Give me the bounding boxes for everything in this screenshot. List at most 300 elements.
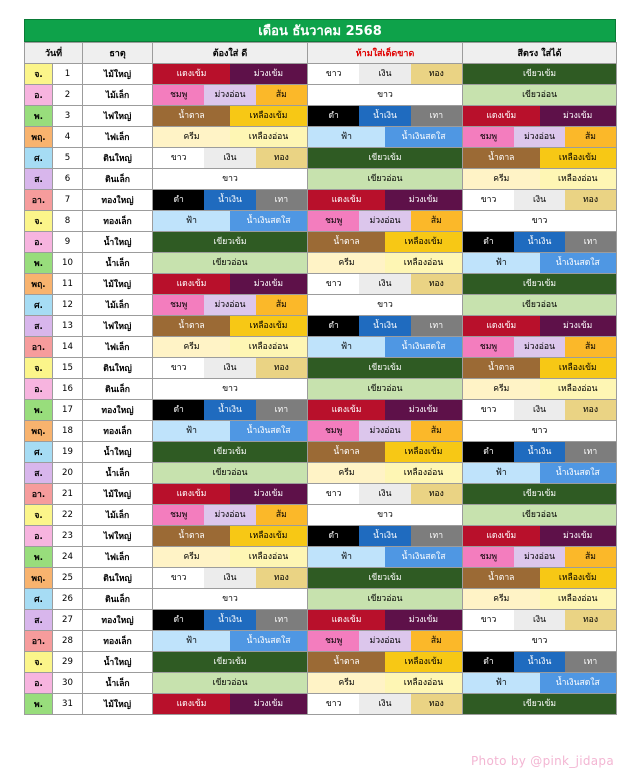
table-row xyxy=(25,253,617,274)
color-swatch: ขาว xyxy=(153,568,204,588)
date-cell: 2 xyxy=(53,85,83,106)
color-swatch: เทา xyxy=(256,400,307,420)
forbidden-colors-cell xyxy=(308,610,463,631)
ok-colors-cell xyxy=(463,400,617,421)
must-colors-cell xyxy=(153,127,308,148)
color-swatch: เทา xyxy=(256,610,307,630)
day-cell: ศ. xyxy=(25,442,53,463)
color-swatch: ม่วงอ่อน xyxy=(514,127,565,147)
color-swatch: ครีม xyxy=(463,379,540,399)
ok-colors-cell xyxy=(463,610,617,631)
color-swatch: ฟ้า xyxy=(153,211,230,231)
color-swatch: เขียวเข้ม xyxy=(153,442,307,462)
ok-colors-cell xyxy=(463,589,617,610)
color-swatch: ดำ xyxy=(463,652,514,672)
forbidden-colors-cell xyxy=(308,526,463,547)
must-colors-cell xyxy=(153,421,308,442)
color-swatch: เขียวเข้ม xyxy=(153,232,307,252)
table-row xyxy=(25,127,617,148)
color-swatch: ม่วงเข้ม xyxy=(230,64,307,84)
color-swatch: น้ำเงินสดใส xyxy=(230,631,307,651)
color-swatch: แดงเข้ม xyxy=(153,274,230,294)
day-cell: อ. xyxy=(25,526,53,547)
must-colors-cell xyxy=(153,337,308,358)
color-swatch: เหลืองอ่อน xyxy=(385,673,462,693)
day-cell: อา. xyxy=(25,484,53,505)
color-swatch: ขาว xyxy=(308,85,462,105)
day-cell: พฤ. xyxy=(25,274,53,295)
table-row xyxy=(25,442,617,463)
date-cell: 17 xyxy=(53,400,83,421)
day-cell: อ. xyxy=(25,232,53,253)
must-colors-cell xyxy=(153,400,308,421)
color-swatch: น้ำเงิน xyxy=(514,442,565,462)
table-row xyxy=(25,64,617,85)
date-cell: 23 xyxy=(53,526,83,547)
date-cell: 9 xyxy=(53,232,83,253)
day-cell: พ. xyxy=(25,547,53,568)
color-swatch: ขาว xyxy=(308,505,462,525)
color-swatch: ม่วงเข้ม xyxy=(385,190,462,210)
color-swatch: ครีม xyxy=(153,337,230,357)
color-swatch: ทอง xyxy=(256,358,307,378)
color-swatch: เหลืองอ่อน xyxy=(385,463,462,483)
color-swatch: เหลืองเข้ม xyxy=(230,526,307,546)
ok-colors-cell xyxy=(463,358,617,379)
color-swatch: เขียวเข้ม xyxy=(463,274,616,294)
color-swatch: ชมพู xyxy=(308,211,359,231)
forbidden-colors-cell xyxy=(308,274,463,295)
date-cell: 29 xyxy=(53,652,83,673)
color-swatch: น้ำตาล xyxy=(153,526,230,546)
color-swatch: น้ำเงิน xyxy=(514,232,565,252)
table-row xyxy=(25,148,617,169)
color-swatch: แดงเข้ม xyxy=(463,526,540,546)
table-row xyxy=(25,232,617,253)
color-swatch: ครีม xyxy=(308,463,385,483)
must-colors-cell xyxy=(153,211,308,232)
ok-colors-cell xyxy=(463,253,617,274)
ok-colors-cell xyxy=(463,652,617,673)
color-swatch: เขียวอ่อน xyxy=(308,379,462,399)
element-cell: ไฟใหญ่ xyxy=(83,526,153,547)
must-colors-cell xyxy=(153,379,308,400)
table-row xyxy=(25,400,617,421)
date-cell: 12 xyxy=(53,295,83,316)
color-swatch: เขียวเข้ม xyxy=(463,64,616,84)
color-swatch: เขียวอ่อน xyxy=(463,85,616,105)
forbidden-colors-cell xyxy=(308,106,463,127)
color-swatch: ม่วงเข้ม xyxy=(540,316,617,336)
ok-colors-cell xyxy=(463,127,617,148)
color-swatch: เทา xyxy=(565,442,616,462)
ok-colors-cell xyxy=(463,673,617,694)
color-swatch: ดำ xyxy=(463,232,514,252)
must-colors-cell xyxy=(153,694,308,715)
color-swatch: ขาว xyxy=(308,295,462,315)
table-row xyxy=(25,211,617,232)
color-swatch: ม่วงอ่อน xyxy=(514,337,565,357)
color-swatch: ครีม xyxy=(153,127,230,147)
date-cell: 19 xyxy=(53,442,83,463)
color-swatch: น้ำเงิน xyxy=(514,652,565,672)
ok-colors-cell xyxy=(463,211,617,232)
element-cell: ดินเล็ก xyxy=(83,379,153,400)
table-row xyxy=(25,379,617,400)
color-swatch: ขาว xyxy=(308,64,359,84)
color-swatch: ส้ม xyxy=(565,127,616,147)
forbidden-colors-cell xyxy=(308,421,463,442)
header-element: ธาตุ xyxy=(83,43,153,64)
color-swatch: ม่วงเข้ม xyxy=(540,526,617,546)
date-cell: 15 xyxy=(53,358,83,379)
color-swatch: ชมพู xyxy=(153,85,204,105)
ok-colors-cell xyxy=(463,337,617,358)
date-cell: 27 xyxy=(53,610,83,631)
day-cell: จ. xyxy=(25,358,53,379)
day-cell: พ. xyxy=(25,253,53,274)
table-row xyxy=(25,589,617,610)
color-swatch: น้ำเงิน xyxy=(204,610,255,630)
date-cell: 6 xyxy=(53,169,83,190)
forbidden-colors-cell xyxy=(308,547,463,568)
table-row xyxy=(25,358,617,379)
element-cell: ดินใหญ่ xyxy=(83,358,153,379)
forbidden-colors-cell xyxy=(308,232,463,253)
color-swatch: แดงเข้ม xyxy=(153,64,230,84)
color-swatch: ม่วงเข้ม xyxy=(385,400,462,420)
color-swatch: ม่วงอ่อน xyxy=(359,631,410,651)
color-swatch: ฟ้า xyxy=(308,127,385,147)
color-swatch: เงิน xyxy=(359,274,410,294)
color-swatch: เหลืองเข้ม xyxy=(540,568,617,588)
color-swatch: เทา xyxy=(565,232,616,252)
must-colors-cell xyxy=(153,631,308,652)
date-cell: 11 xyxy=(53,274,83,295)
element-cell: ไฟเล็ก xyxy=(83,547,153,568)
color-swatch: ม่วงเข้ม xyxy=(540,106,617,126)
color-swatch: เทา xyxy=(411,526,462,546)
color-swatch: ดำ xyxy=(153,190,204,210)
table-row xyxy=(25,421,617,442)
date-cell: 28 xyxy=(53,631,83,652)
color-table xyxy=(24,42,617,715)
day-cell: ศ. xyxy=(25,295,53,316)
table-row xyxy=(25,316,617,337)
ok-colors-cell xyxy=(463,547,617,568)
color-swatch: ม่วงอ่อน xyxy=(514,547,565,567)
color-swatch: เงิน xyxy=(204,568,255,588)
date-cell: 3 xyxy=(53,106,83,127)
color-swatch: เทา xyxy=(411,316,462,336)
must-colors-cell xyxy=(153,652,308,673)
element-cell: ทองใหญ่ xyxy=(83,610,153,631)
forbidden-colors-cell xyxy=(308,631,463,652)
table-row xyxy=(25,673,617,694)
ok-colors-cell xyxy=(463,568,617,589)
color-swatch: ชมพู xyxy=(463,337,514,357)
table-row xyxy=(25,106,617,127)
ok-colors-cell xyxy=(463,379,617,400)
color-swatch: ฟ้า xyxy=(308,337,385,357)
color-swatch: น้ำเงิน xyxy=(204,190,255,210)
color-swatch: ขาว xyxy=(463,211,616,231)
color-swatch: ฟ้า xyxy=(463,463,540,483)
forbidden-colors-cell xyxy=(308,316,463,337)
date-cell: 31 xyxy=(53,694,83,715)
forbidden-colors-cell xyxy=(308,652,463,673)
color-swatch: เขียวเข้ม xyxy=(308,358,462,378)
color-swatch: ทอง xyxy=(565,400,616,420)
header-must: ต้องใส่ ดี xyxy=(153,43,308,64)
date-cell: 30 xyxy=(53,673,83,694)
color-swatch: เงิน xyxy=(204,358,255,378)
date-cell: 1 xyxy=(53,64,83,85)
must-colors-cell xyxy=(153,106,308,127)
color-swatch: ทอง xyxy=(256,568,307,588)
must-colors-cell xyxy=(153,274,308,295)
color-swatch: ขาว xyxy=(463,631,616,651)
color-swatch: ขาว xyxy=(308,694,359,714)
table-row xyxy=(25,652,617,673)
color-swatch: เทา xyxy=(411,106,462,126)
forbidden-colors-cell xyxy=(308,190,463,211)
ok-colors-cell xyxy=(463,505,617,526)
color-swatch: น้ำตาล xyxy=(463,568,540,588)
color-swatch: เหลืองอ่อน xyxy=(540,169,617,189)
element-cell: ดินเล็ก xyxy=(83,169,153,190)
table-row xyxy=(25,463,617,484)
element-cell: ไฟใหญ่ xyxy=(83,316,153,337)
color-swatch: น้ำเงิน xyxy=(359,316,410,336)
color-swatch: แดงเข้ม xyxy=(463,316,540,336)
color-swatch: เขียวอ่อน xyxy=(153,253,307,273)
color-calendar-table xyxy=(24,19,616,715)
color-swatch: น้ำตาล xyxy=(308,442,385,462)
day-cell: จ. xyxy=(25,64,53,85)
element-cell: ไม้เล็ก xyxy=(83,295,153,316)
day-cell: จ. xyxy=(25,505,53,526)
must-colors-cell xyxy=(153,85,308,106)
color-swatch: ทอง xyxy=(411,694,462,714)
element-cell: ไม้ใหญ่ xyxy=(83,64,153,85)
color-swatch: เงิน xyxy=(359,64,410,84)
date-cell: 25 xyxy=(53,568,83,589)
forbidden-colors-cell xyxy=(308,673,463,694)
color-swatch: ม่วงเข้ม xyxy=(230,274,307,294)
color-swatch: แดงเข้ม xyxy=(308,400,385,420)
must-colors-cell xyxy=(153,526,308,547)
date-cell: 22 xyxy=(53,505,83,526)
color-swatch: เทา xyxy=(565,652,616,672)
color-swatch: ชมพู xyxy=(463,547,514,567)
color-swatch: ครีม xyxy=(308,673,385,693)
color-swatch: เงิน xyxy=(514,400,565,420)
color-swatch: ม่วงอ่อน xyxy=(204,505,255,525)
ok-colors-cell xyxy=(463,631,617,652)
color-swatch: น้ำเงิน xyxy=(359,526,410,546)
color-swatch: ขาว xyxy=(463,190,514,210)
color-swatch: เงิน xyxy=(514,190,565,210)
color-swatch: เหลืองอ่อน xyxy=(540,589,617,609)
day-cell: พ. xyxy=(25,400,53,421)
day-cell: อ. xyxy=(25,379,53,400)
table-row xyxy=(25,169,617,190)
ok-colors-cell xyxy=(463,169,617,190)
color-swatch: ดำ xyxy=(463,442,514,462)
color-swatch: ส้ม xyxy=(411,211,462,231)
color-swatch: เขียวอ่อน xyxy=(153,673,307,693)
color-swatch: ม่วงอ่อน xyxy=(204,295,255,315)
day-cell: ส. xyxy=(25,316,53,337)
color-swatch: ขาว xyxy=(308,484,359,504)
color-swatch: น้ำตาล xyxy=(463,148,540,168)
date-cell: 18 xyxy=(53,421,83,442)
date-cell: 13 xyxy=(53,316,83,337)
forbidden-colors-cell xyxy=(308,169,463,190)
element-cell: ทองใหญ่ xyxy=(83,190,153,211)
must-colors-cell xyxy=(153,484,308,505)
ok-colors-cell xyxy=(463,442,617,463)
color-swatch: เหลืองอ่อน xyxy=(230,547,307,567)
element-cell: น้ำใหญ่ xyxy=(83,232,153,253)
color-swatch: ดำ xyxy=(308,316,359,336)
color-swatch: เขียวเข้ม xyxy=(308,148,462,168)
must-colors-cell xyxy=(153,673,308,694)
color-swatch: ขาว xyxy=(153,589,307,609)
ok-colors-cell xyxy=(463,484,617,505)
ok-colors-cell xyxy=(463,232,617,253)
ok-colors-cell xyxy=(463,190,617,211)
color-swatch: ชมพู xyxy=(308,631,359,651)
color-swatch: แดงเข้ม xyxy=(463,106,540,126)
forbidden-colors-cell xyxy=(308,295,463,316)
color-swatch: น้ำเงินสดใส xyxy=(385,127,462,147)
day-cell: จ. xyxy=(25,652,53,673)
forbidden-colors-cell xyxy=(308,127,463,148)
color-swatch: ครีม xyxy=(308,253,385,273)
color-swatch: ส้ม xyxy=(565,547,616,567)
color-swatch: น้ำตาล xyxy=(308,232,385,252)
day-cell: ส. xyxy=(25,610,53,631)
must-colors-cell xyxy=(153,190,308,211)
color-swatch: ส้ม xyxy=(256,295,307,315)
color-swatch: ฟ้า xyxy=(153,631,230,651)
color-swatch: เขียวเข้ม xyxy=(463,694,616,714)
color-swatch: ทอง xyxy=(411,274,462,294)
color-swatch: เงิน xyxy=(514,610,565,630)
color-swatch: แดงเข้ม xyxy=(153,484,230,504)
element-cell: ไม้เล็ก xyxy=(83,85,153,106)
ok-colors-cell xyxy=(463,274,617,295)
color-swatch: น้ำเงินสดใส xyxy=(385,547,462,567)
color-swatch: เขียวเข้ม xyxy=(308,568,462,588)
color-swatch: ฟ้า xyxy=(308,547,385,567)
element-cell: ไฟเล็ก xyxy=(83,337,153,358)
color-swatch: เขียวอ่อน xyxy=(463,295,616,315)
date-cell: 5 xyxy=(53,148,83,169)
color-swatch: น้ำเงินสดใส xyxy=(540,253,617,273)
must-colors-cell xyxy=(153,316,308,337)
table-row xyxy=(25,631,617,652)
ok-colors-cell xyxy=(463,526,617,547)
element-cell: น้ำเล็ก xyxy=(83,463,153,484)
table-row xyxy=(25,337,617,358)
ok-colors-cell xyxy=(463,85,617,106)
color-swatch: เหลืองเข้ม xyxy=(230,316,307,336)
must-colors-cell xyxy=(153,610,308,631)
ok-colors-cell xyxy=(463,148,617,169)
forbidden-colors-cell xyxy=(308,379,463,400)
color-swatch: ฟ้า xyxy=(463,253,540,273)
forbidden-colors-cell xyxy=(308,64,463,85)
color-swatch: เหลืองอ่อน xyxy=(540,379,617,399)
day-cell: ศ. xyxy=(25,148,53,169)
header-day: วันที่ xyxy=(25,43,83,64)
color-swatch: เงิน xyxy=(359,484,410,504)
element-cell: ดินใหญ่ xyxy=(83,148,153,169)
color-swatch: แดงเข้ม xyxy=(308,610,385,630)
photo-credit: Photo by @pink_jidapa xyxy=(471,754,614,768)
color-swatch: เหลืองเข้ม xyxy=(540,358,617,378)
color-swatch: ขาว xyxy=(463,610,514,630)
color-swatch: ขาว xyxy=(153,169,307,189)
day-cell: พฤ. xyxy=(25,568,53,589)
must-colors-cell xyxy=(153,442,308,463)
color-swatch: ขาว xyxy=(463,400,514,420)
element-cell: ไฟเล็ก xyxy=(83,127,153,148)
color-swatch: ม่วงอ่อน xyxy=(359,421,410,441)
color-swatch: น้ำเงินสดใส xyxy=(540,673,617,693)
color-swatch: ทอง xyxy=(411,484,462,504)
forbidden-colors-cell xyxy=(308,253,463,274)
must-colors-cell xyxy=(153,463,308,484)
day-cell: พ. xyxy=(25,694,53,715)
forbidden-colors-cell xyxy=(308,505,463,526)
table-row xyxy=(25,568,617,589)
element-cell: น้ำใหญ่ xyxy=(83,652,153,673)
color-swatch: ทอง xyxy=(411,64,462,84)
table-row xyxy=(25,484,617,505)
color-swatch: เขียวอ่อน xyxy=(153,463,307,483)
table-row xyxy=(25,295,617,316)
day-cell: อา. xyxy=(25,337,53,358)
color-swatch: เหลืองเข้ม xyxy=(385,652,462,672)
color-swatch: ดำ xyxy=(308,526,359,546)
table-row xyxy=(25,694,617,715)
color-swatch: ม่วงอ่อน xyxy=(204,85,255,105)
ok-colors-cell xyxy=(463,295,617,316)
color-swatch: น้ำเงินสดใส xyxy=(230,211,307,231)
color-swatch: น้ำตาล xyxy=(153,106,230,126)
day-cell: พฤ. xyxy=(25,421,53,442)
color-swatch: ส้ม xyxy=(565,337,616,357)
forbidden-colors-cell xyxy=(308,568,463,589)
must-colors-cell xyxy=(153,547,308,568)
color-swatch: เหลืองเข้ม xyxy=(540,148,617,168)
color-swatch: เทา xyxy=(256,190,307,210)
element-cell: ดินเล็ก xyxy=(83,589,153,610)
color-swatch: ขาว xyxy=(153,148,204,168)
forbidden-colors-cell xyxy=(308,442,463,463)
date-cell: 20 xyxy=(53,463,83,484)
color-swatch: เหลืองเข้ม xyxy=(230,106,307,126)
element-cell: ทองใหญ่ xyxy=(83,400,153,421)
color-swatch: เขียวเข้ม xyxy=(153,652,307,672)
color-swatch: เงิน xyxy=(359,694,410,714)
forbidden-colors-cell xyxy=(308,400,463,421)
ok-colors-cell xyxy=(463,64,617,85)
